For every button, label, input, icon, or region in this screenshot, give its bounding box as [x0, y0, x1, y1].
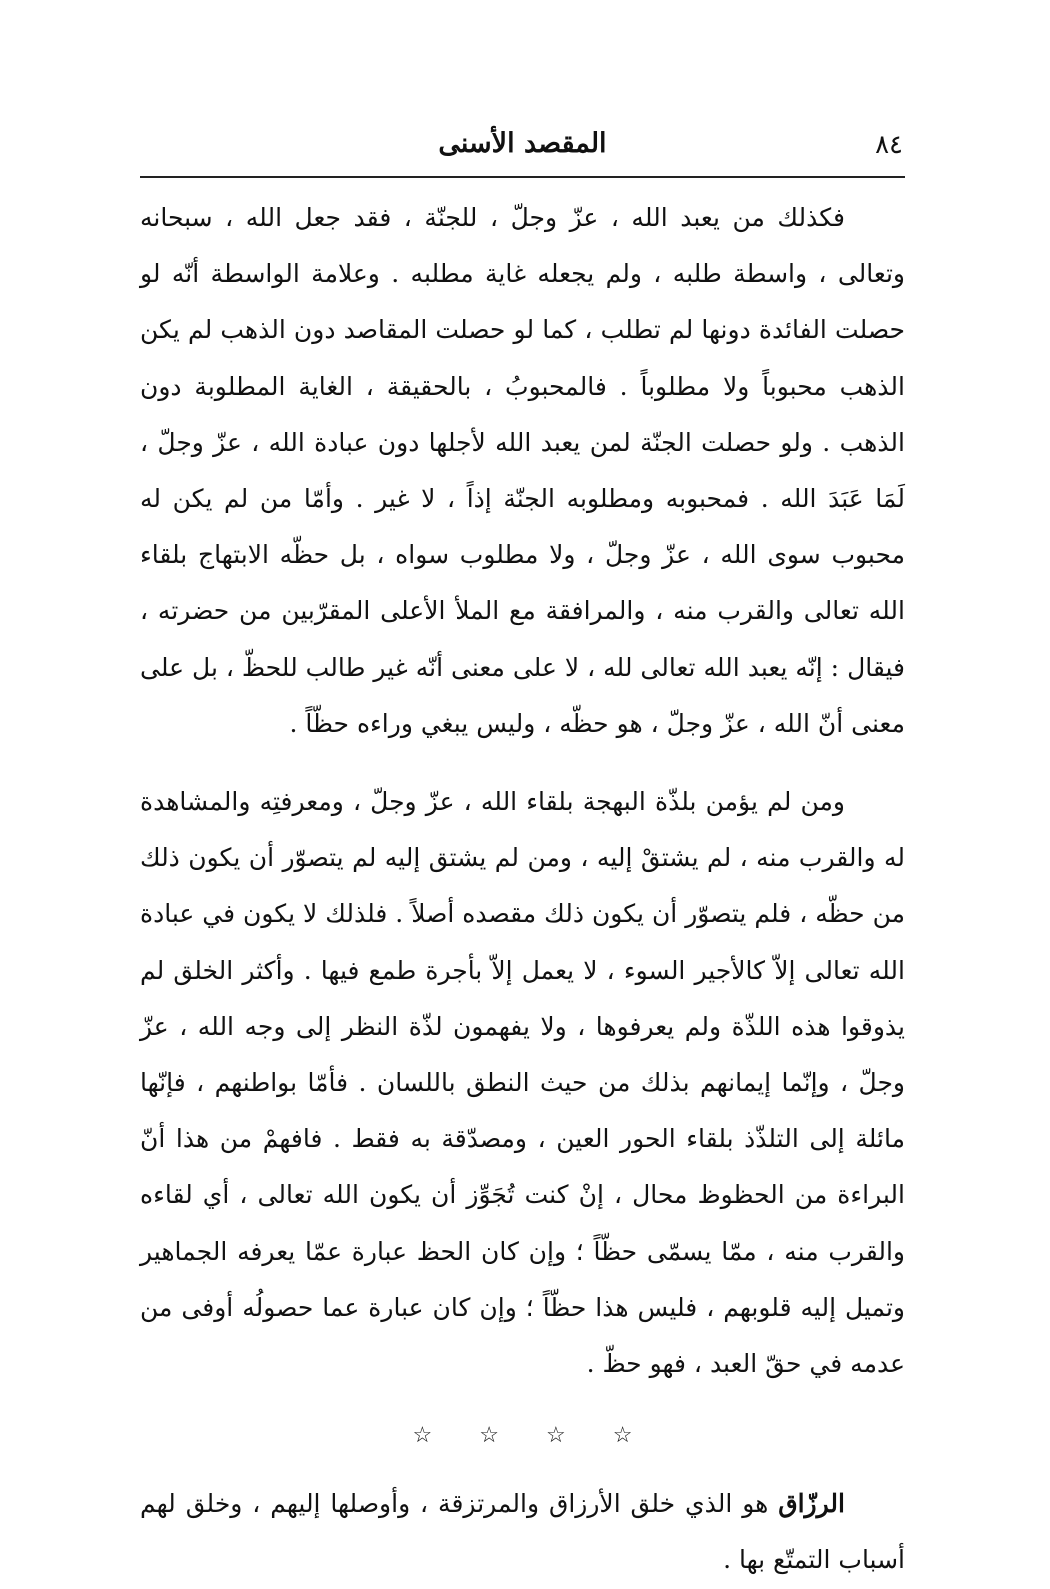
section-separator [140, 1416, 905, 1456]
star-icon: ☆ [479, 1423, 499, 1449]
defined-term: الرزّاق [778, 1489, 845, 1519]
page-body [140, 190, 905, 1589]
running-title: المقصد الأسنى [438, 128, 607, 159]
paragraph-2: ومن لم يؤمن بلذّة البهجة بلقاء الله ، عزّ وجلّ ، ومعرفتِه والمشاهدة له والقرب منه ، لم يشتقْ إليه ، ومن لم يشتق إليه لم يتصوّر أن يكون ذلك من حظّه ، فلم يتصوّر أن يكون ذلك مقصده أصلاً . فلذلك لا يكون في عبادة الله تعالى إلاّ كالأجير السوء ، لا يعمل إلاّ بأجرة طمع فيها . وأكثر الخلق لم يذوقوا هذه اللذّة ولم يعرفوها ، ولا يفهمون لذّة النظر إلى وجه الله ، عزّ وجلّ ، وإنّما إيمانهم بذلك من حيث النطق باللسان . فأمّا بواطنهم ، فإنّها مائلة إلى التلذّذ بلقاء الحور العين ، ومصدّقة به فقط . فافهمْ من هذا أنّ البراءة من الحظوظ محال ، إنْ كنت تُجَوِّز أن يكون الله تعالى ، أي لقاءه والقرب منه ، ممّا يسمّى حظّاً ؛ وإن كان الحظ عبارة عمّا يعرفه الجماهير وتميل إليه قلوبهم ، فليس هذا حظّاً ؛ وإن كان عبارة عما حصولُه أوفى من عدمه في حقّ العبد ، فهو حظّ . [140, 787, 905, 1379]
definition-text: هو الذي خلق الأرزاق والمرتزقة ، وأوصلها إليهم ، وخلق لهم أسباب التمتّع بها . [140, 1489, 905, 1575]
page-header [140, 120, 905, 172]
page-number: ٨٤ [875, 130, 903, 160]
paragraph-3 [140, 1476, 905, 1588]
paragraph-1: فكذلك من يعبد الله ، عزّ وجلّ ، للجنّة ، فقد جعل الله ، سبحانه وتعالى ، واسطة طلبه ، ولم يجعله غاية مطلبه . وعلامة الواسطة أنّه لو حصلت الفائدة دونها لم تطلب ، كما لو حصلت المقاصد دون الذهب لم يكن الذهب محبوباً ولا مطلوباً . فالمحبوبُ ، بالحقيقة ، الغاية المطلوبة دون الذهب . ولو حصلت الجنّة لمن يعبد الله لأجلها دون عبادة الله ، عزّ وجلّ ، لَمَا عَبَدَ الله . فمحبوبه ومطلوبه الجنّة إذاً ، لا غير . وأمّا من لم يكن له محبوب سوى الله ، عزّ وجلّ ، ولا مطلوب سواه ، بل حظّه الابتهاج بلقاء الله تعالى والقرب منه ، والمرافقة مع الملأ الأعلى المقرّبين من حضرته ، فيقال : إنّه يعبد الله تعالى لله ، لا على معنى أنّه غير طالب للحظّ ، بل على معنى أنّ الله ، عزّ وجلّ ، هو حظّه ، وليس يبغي وراءه حظّاً . [140, 203, 905, 738]
star-icon: ☆ [412, 1423, 433, 1449]
star-icon: ☆ [612, 1423, 633, 1449]
star-icon: ☆ [546, 1423, 566, 1449]
header-rule [140, 176, 905, 178]
